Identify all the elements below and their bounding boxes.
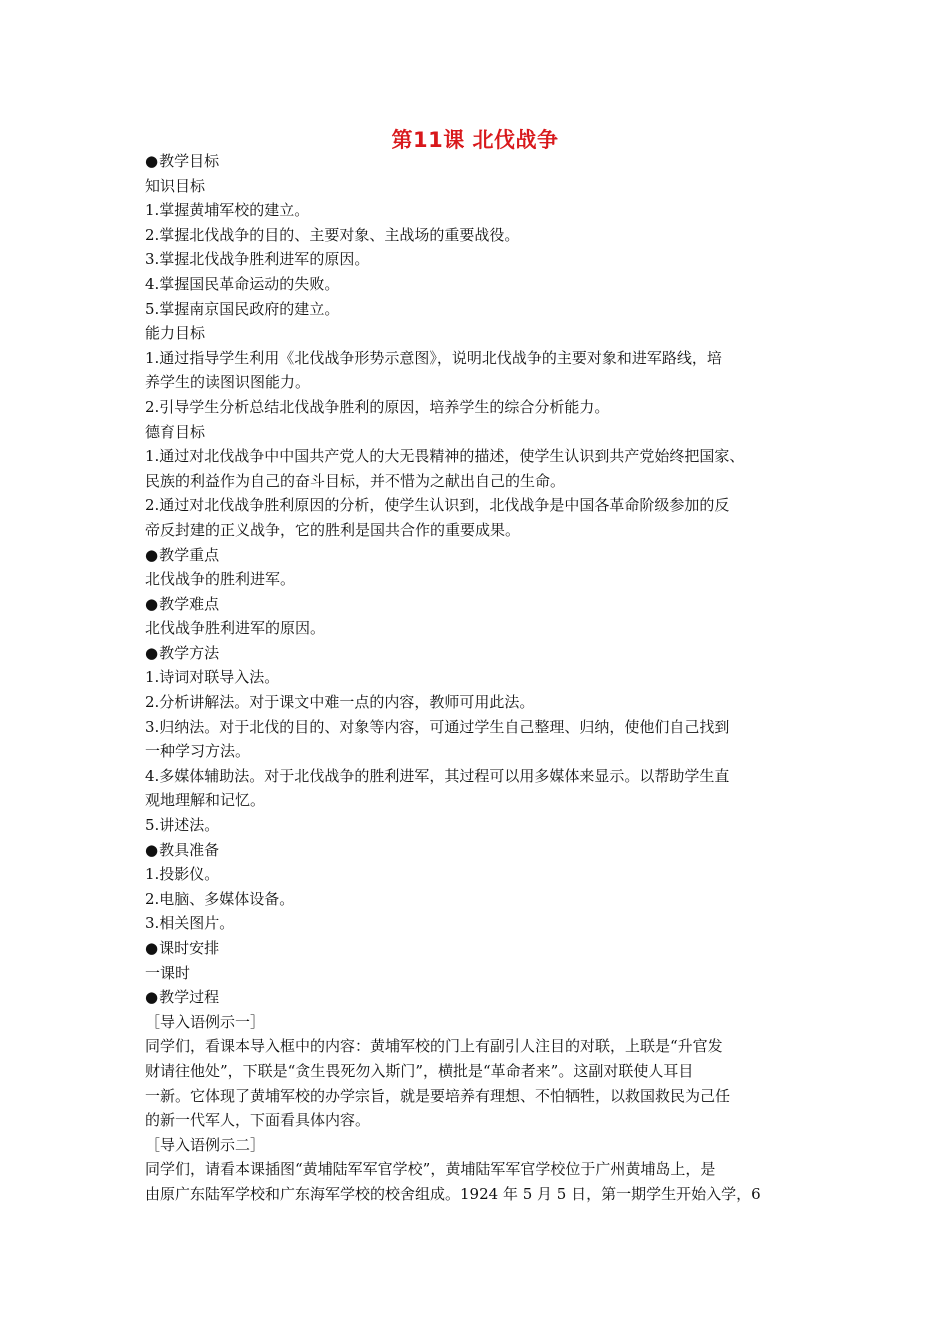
text-line: 北伐战争胜利进军的原因。 [145,619,326,638]
text-line: 4.掌握国民革命运动的失败。 [145,274,340,293]
text-line: 帝反封建的正义战争，它的胜利是国共合作的重要成果。 [145,520,521,539]
text-line: 5.掌握南京国民政府的建立。 [145,299,340,318]
text-line: 3.掌握北伐战争胜利进军的原因。 [145,250,370,269]
text-line: 民族的利益作为自己的奋斗目标，并不惜为之献出自己的生命。 [145,471,566,490]
section-heading: ● 教学过程 [145,985,810,1010]
text-line: 2.通过对北伐战争胜利原因的分析，使学生认识到，北伐战争是中国各革命阶级参加的反 [145,496,730,515]
text-line: 2.掌握北伐战争的目的、主要对象、主战场的重要战役。 [145,225,520,244]
text-line: 德育目标 [145,422,206,441]
text-line: 2.引导学生分析总结北伐战争胜利的原因，培养学生的综合分析能力。 [145,397,610,416]
text-line: 1.掌握黄埔军校的建立。 [145,201,310,220]
section-heading: ● 教学目标 [145,149,810,174]
lesson-body [145,149,810,1207]
text-line: 5.讲述法。 [145,816,220,835]
text-line: 观地理解和记忆。 [145,791,266,810]
text-line: 养学生的读图识图能力。 [145,373,311,392]
text-line: 知识目标 [145,176,206,195]
text-line: 的新一代军人，下面看具体内容。 [145,1111,371,1130]
section-heading: ● 教具准备 [145,838,810,863]
lesson-title: 第11课 北伐战争 [391,128,559,152]
text-line: 同学们，请看本课插图“黄埔陆军军官学校”，黄埔陆军军官学校位于广州黄埔岛上，是 [145,1160,716,1179]
text-line: 2.分析讲解法。对于课文中难一点的内容，教师可用此法。 [145,693,535,712]
text-line: 1.投影仪。 [145,865,220,884]
text-line: 能力目标 [145,324,206,343]
text-line: 北伐战争的胜利进军。 [145,570,296,589]
text-line: 同学们，看课本导入框中的内容：黄埔军校的门上有副引人注目的对联，上联是“升官发 [145,1037,723,1056]
text-line: 由原广东陆军学校和广东海军学校的校舍组成。1924 年 5 月 5 日，第一期学生开始入学，6 [145,1184,761,1203]
text-line: 1.诗词对联导入法。 [145,668,280,687]
text-line: ［导入语例示二］ [145,1135,266,1154]
text-line: 财请往他处”，下联是“贪生畏死勿入斯门”，横批是“革命者来”。这副对联使人耳目 [145,1061,694,1080]
text-line: 2.电脑、多媒体设备。 [145,889,295,908]
text-line: 一课时 [145,963,191,982]
text-line: 4.多媒体辅助法。对于北伐战争的胜利进军，其过程可以用多媒体来显示。以帮助学生直 [145,766,730,785]
section-heading: ● 教学方法 [145,641,810,666]
text-line: 一新。它体现了黄埔军校的办学宗旨，就是要培养有理想、不怕牺牲，以救国救民为己任 [145,1086,731,1105]
text-line: 1.通过指导学生利用《北伐战争形势示意图》，说明北伐战争的主要对象和进军路线，培 [145,348,722,367]
section-heading: ● 教学难点 [145,592,810,617]
text-line: 一种学习方法。 [145,742,251,761]
section-heading: ● 课时安排 [145,936,810,961]
text-line: ［导入语例示一］ [145,1012,266,1031]
text-line: 1.通过对北伐战争中中国共产党人的大无畏精神的描述，使学生认识到共产党始终把国家、 [145,447,745,466]
section-heading: ● 教学重点 [145,543,810,568]
text-line: 3.相关图片。 [145,914,235,933]
text-line: 3.归纳法。对于北伐的目的、对象等内容，可通过学生自己整理、归纳，使他们自己找到 [145,717,730,736]
